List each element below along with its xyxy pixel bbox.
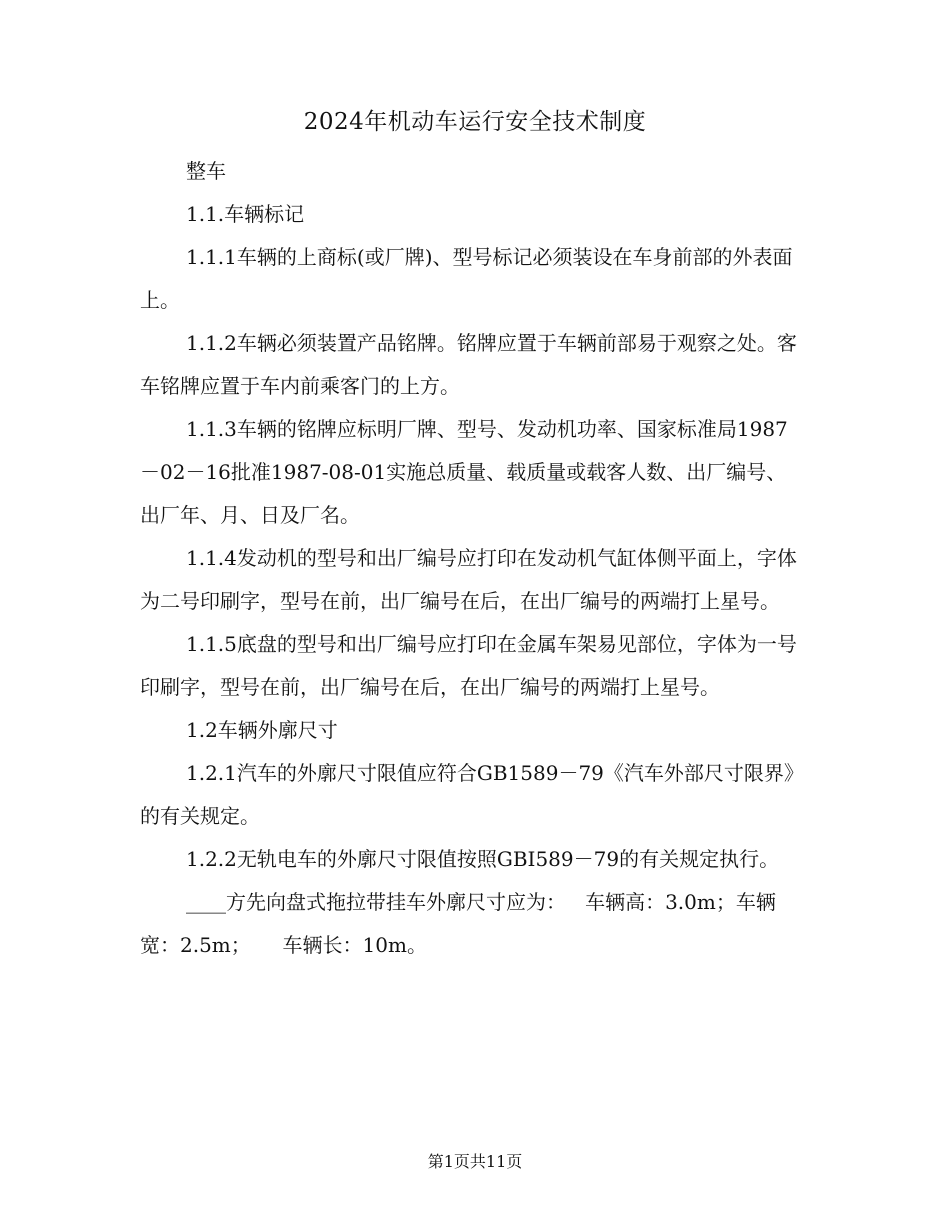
paragraph-tractor-dimensions: ____方先向盘式拖拉带挂车外廓尺寸应为： 车辆高：3.0m；车辆宽：2.5m； 车辆长：10m。: [140, 890, 776, 957]
section-heading-vehicle-marking: 1.1.车辆标记: [186, 202, 305, 226]
paragraph-1-2-1: 1.2.1汽车的外廓尺寸限值应符合GB1589－79《汽车外部尺寸限界》的有关规定。: [140, 761, 794, 828]
paragraph-1-1-1: 1.1.1车辆的上商标(或厂牌)、型号标记必须装设在车身前部的外表面上。: [140, 245, 793, 312]
paragraph-1-1-3: 1.1.3车辆的铭牌应标明厂牌、型号、发动机功率、国家标准局1987－02－16批准1987-08-01实施总质量、载质量或载客人数、出厂编号、出厂年、月、日及厂名。: [140, 417, 788, 527]
paragraph-1-1-5: 1.1.5底盘的型号和出厂编号应打印在金属车架易见部位，字体为一号印刷字，型号在前，出厂编号在后，在出厂编号的两端打上星号。: [140, 632, 797, 699]
document-title: 2024年机动车运行安全技术制度: [303, 109, 647, 135]
page-number: 第1页共11页: [427, 1152, 523, 1171]
paragraph-1-1-2: 1.1.2车辆必须装置产品铭牌。铭牌应置于车辆前部易于观察之处。客车铭牌应置于车内前乘客门的上方。: [140, 331, 797, 398]
document-body: [140, 150, 800, 967]
paragraph-1-2-2: 1.2.2无轨电车的外廓尺寸限值按照GBI589－79的有关规定执行。: [186, 847, 780, 871]
paragraph-heading-whole-vehicle: 整车: [186, 159, 226, 183]
paragraph-1-1-4: 1.1.4发动机的型号和出厂编号应打印在发动机气缸体侧平面上，字体为二号印刷字，型号在前，出厂编号在后，在出厂编号的两端打上星号。: [140, 546, 797, 613]
section-heading-outline-dimensions: 1.2车辆外廓尺寸: [186, 718, 338, 742]
